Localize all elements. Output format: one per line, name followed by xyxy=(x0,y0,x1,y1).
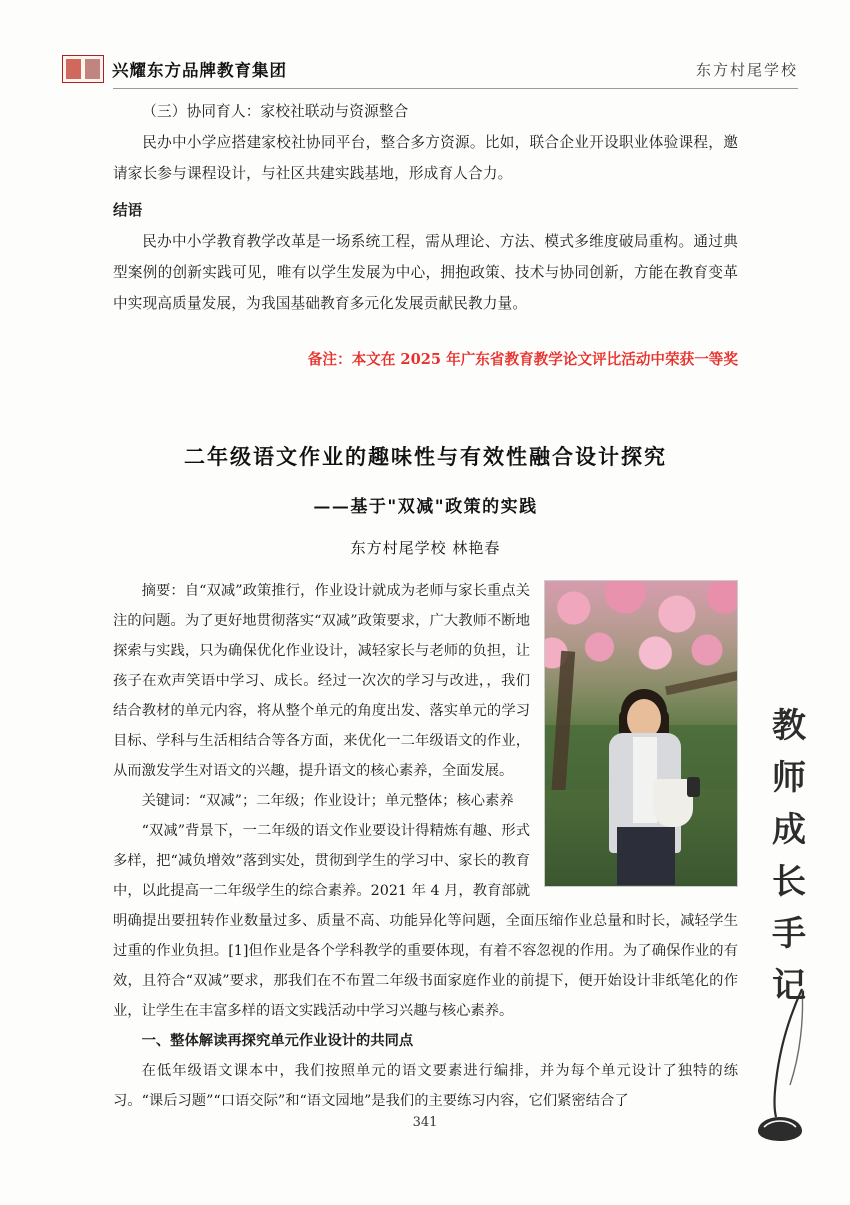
article-paragraph-2: 在低年级语文课本中，我们按照单元的语文要素进行编排，并为每个单元设计了独特的练习。“课后习题”“口语交际”和“语文园地”是我们的主要练习内容，它们紧密结合了 xyxy=(113,1063,738,1109)
vertical-char-5: 手 xyxy=(772,914,806,954)
page-number: 341 xyxy=(412,1115,438,1130)
school-name: 东方村尾学校 xyxy=(695,60,798,79)
article-photo xyxy=(544,580,738,887)
article-section-1-heading: 一、整体解读再探究单元作业设计的共同点 xyxy=(141,1033,414,1049)
photo-person-phone xyxy=(687,777,700,797)
article-subtitle: ——基于"双减"政策的实践 xyxy=(313,497,538,517)
section-c-paragraph: 民办中小学应搭建家校社协同平台，整合多方资源。比如，联合企业开设职业体验课程，邀请家长参与课程设计，与社区共建实践基地，形成育人合力。 xyxy=(113,134,738,182)
article-keywords: 关键词：“双减”；二年级；作业设计；单元整体；核心素养 xyxy=(141,793,514,809)
header-brand-group xyxy=(62,55,287,83)
vertical-char-1: 教 xyxy=(772,706,806,746)
article-title: 二年级语文作业的趣味性与有效性融合设计探究 xyxy=(184,444,667,469)
vertical-char-4: 长 xyxy=(772,862,806,902)
brand-seal-icon xyxy=(62,55,104,83)
brand-name: 兴耀东方品牌教育集团 xyxy=(112,61,287,80)
section-heading-c: （三）协同育人：家校社联动与资源整合 xyxy=(142,103,409,120)
quill-pen-icon xyxy=(740,985,820,1145)
conclusion-paragraph: 民办中小学教育教学改革是一场系统工程，需从理论、方法、模式多维度破局重构。通过典型案例的创新实践可见，唯有以学生发展为中心，拥抱政策、技术与协同创新，方能在教育变革中实现高质量发展，为我国基础教育多元化发展贡献民教力量。 xyxy=(113,233,738,312)
article-author: 东方村尾学校 林艳春 xyxy=(350,539,501,557)
vertical-char-3: 成 xyxy=(772,810,806,850)
article-body xyxy=(113,576,738,1116)
vertical-series-title xyxy=(756,700,822,1012)
award-note: 备注：本文在 2025 年广东省教育教学论文评比活动中荣获一等奖 xyxy=(307,351,738,368)
article-title-block xyxy=(113,440,738,558)
vertical-char-6: 记 xyxy=(772,966,806,1006)
conclusion-heading: 结语 xyxy=(113,202,143,219)
photo-person-skirt xyxy=(617,827,675,885)
header-divider xyxy=(113,88,798,89)
article-abstract: 摘要：自“双减”政策推行，作业设计就成为老师与家长重点关注的问题。为了更好地贯彻落实“双减”政策要求，广大教师不断地探索与实践，只为确保优化作业设计，减轻家长与老师的负担，让孩子在欢声笑语中学习、成长。经过一次次的学习与改进，，我们结合教材的单元内容，将从整个单元的角度出发、落实单元的学习目标、学科与生活相结合等各方面，来优化一二年级语文的作业，从而激发学生对语文的兴趣，提升语文的核心素养，全面发展。 xyxy=(113,583,530,779)
page-header xyxy=(62,52,798,86)
previous-article-tail xyxy=(113,96,738,388)
vertical-char-2: 师 xyxy=(772,758,806,798)
article-paragraph-1: “双减”背景下，一二年级的语文作业要设计得精炼有趣、形式多样，把“减负增效”落到实处，贯彻到学生的学习中、家长的教育中，以此提高一二年级学生的综合素养。2021 年 4 月，教育部就明确提出要扭转作业数量过多、质量不高、功能异化等问题，全面压缩作业总量和时长，减轻学生过重的作业负担。[1]但作业是各个学科教学的重要体现，有着不容忽视的作用。为了确保作业的有效，且符合“双减”要求，那我们在不布置二年级书面家庭作业的前提下，便开始设计非纸笔化的作业，让学生在丰富多样的语文实践活动中学习兴趣与核心素养。 xyxy=(113,823,738,1019)
